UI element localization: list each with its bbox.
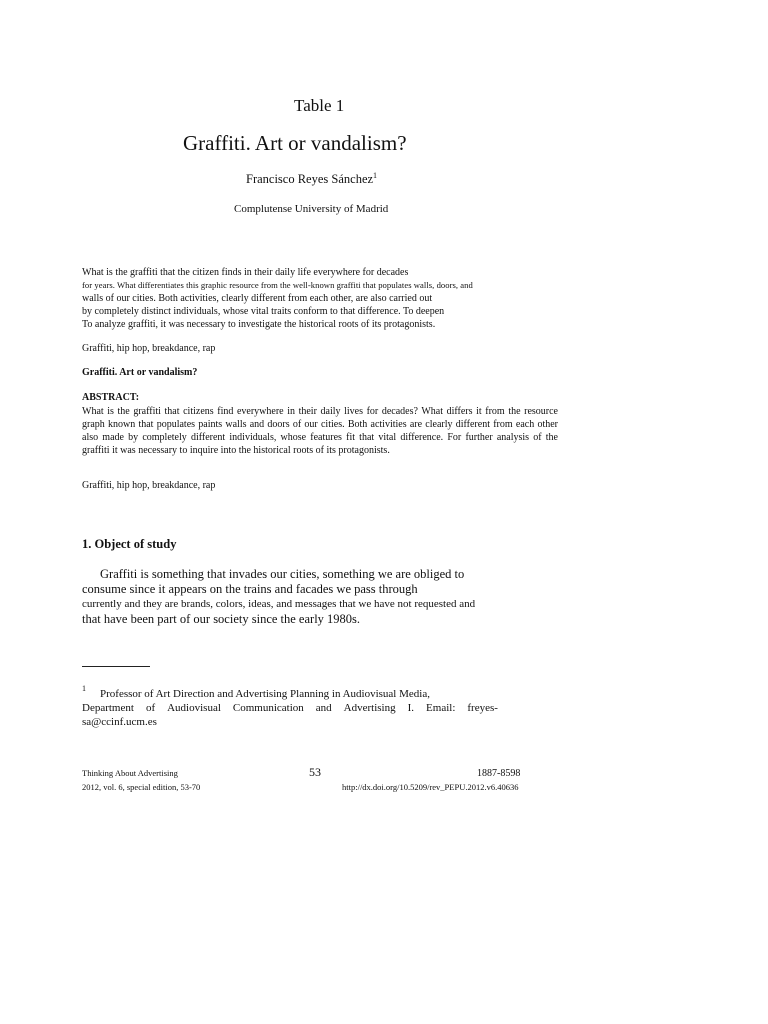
footnote-word: freyes- <box>467 702 498 714</box>
footnote-mark: 1 <box>82 684 86 693</box>
footnote-word: and <box>315 702 332 714</box>
footnote-word: Audiovisual <box>167 702 221 714</box>
summary-line: What is the graffiti that the citizen finds in their daily life everywhere for decades <box>82 267 409 278</box>
abstract-body: What is the graffiti that citizens find everywhere in their daily lives for decades? What differs it from the resource graph known that populates paints walls and doors of our cities. Both activities are clearly different from each other also made by completely different individuals, whose features fit that vital difference. For further analysis of the graffiti it was necessary to inquire into the historical roots of its protagonists. <box>82 406 558 456</box>
footnote-line <box>82 701 498 715</box>
volume-info: 2012, vol. 6, special edition, 53-70 <box>82 782 201 792</box>
footnote-divider <box>82 666 150 667</box>
body-line: Graffiti is something that invades our cities, something we are obliged to <box>100 567 465 581</box>
summary-paragraph <box>82 266 558 331</box>
body-line: that have been part of our society since the early 1980s. <box>82 612 361 626</box>
footnote-line: Professor of Art Direction and Advertising Planning in Audiovisual Media, <box>100 688 430 700</box>
section-body <box>82 567 562 627</box>
summary-line: for years. What differentiates this graphic resource from the well-known graffiti that populates walls, doors, and <box>82 280 473 290</box>
footnote-word: Advertising <box>343 702 396 714</box>
footnote-word: of <box>145 702 156 714</box>
author-footnote-mark: 1 <box>373 170 378 180</box>
author-name: Francisco Reyes Sánchez <box>246 172 374 186</box>
table-label: Table 1 <box>294 96 345 115</box>
footnote-word: I. <box>407 702 415 714</box>
summary-line: by completely distinct individuals, whose vital traits conform to that difference. To deepen <box>82 306 445 317</box>
footnote-word: Email: <box>426 702 456 714</box>
affiliation: Complutense University of Madrid <box>234 203 389 215</box>
abstract-keywords: Graffiti, hip hop, breakdance, rap <box>82 480 216 491</box>
footnote-word: Communication <box>232 702 304 714</box>
abstract-heading: ABSTRACT: <box>82 392 140 403</box>
footnote-email: sa@ccinf.ucm.es <box>82 716 157 728</box>
body-line: currently and they are brands, colors, ideas, and messages that we have not requested and <box>82 598 476 610</box>
journal-name: Thinking About Advertising <box>82 768 178 778</box>
paper-title: Graffiti. Art or vandalism? <box>183 131 407 155</box>
section-heading: 1. Object of study <box>82 537 177 551</box>
footnote-text <box>82 687 498 729</box>
footnote-word: Department <box>82 702 134 714</box>
doi-link[interactable]: http://dx.doi.org/10.5209/rev_PEPU.2012.v6.40636 <box>342 782 519 792</box>
keywords: Graffiti, hip hop, breakdance, rap <box>82 343 216 354</box>
body-line: consume since it appears on the trains and facades we pass through <box>82 582 418 596</box>
english-title: Graffiti. Art or vandalism? <box>82 367 198 378</box>
issn: 1887-8598 <box>477 768 521 779</box>
page-number: 53 <box>309 765 321 779</box>
author-line <box>246 172 377 187</box>
summary-line: walls of our cities. Both activities, clearly different from each other, are also carried out <box>82 293 433 304</box>
summary-line: To analyze graffiti, it was necessary to investigate the historical roots of its protagonists. <box>82 319 436 330</box>
